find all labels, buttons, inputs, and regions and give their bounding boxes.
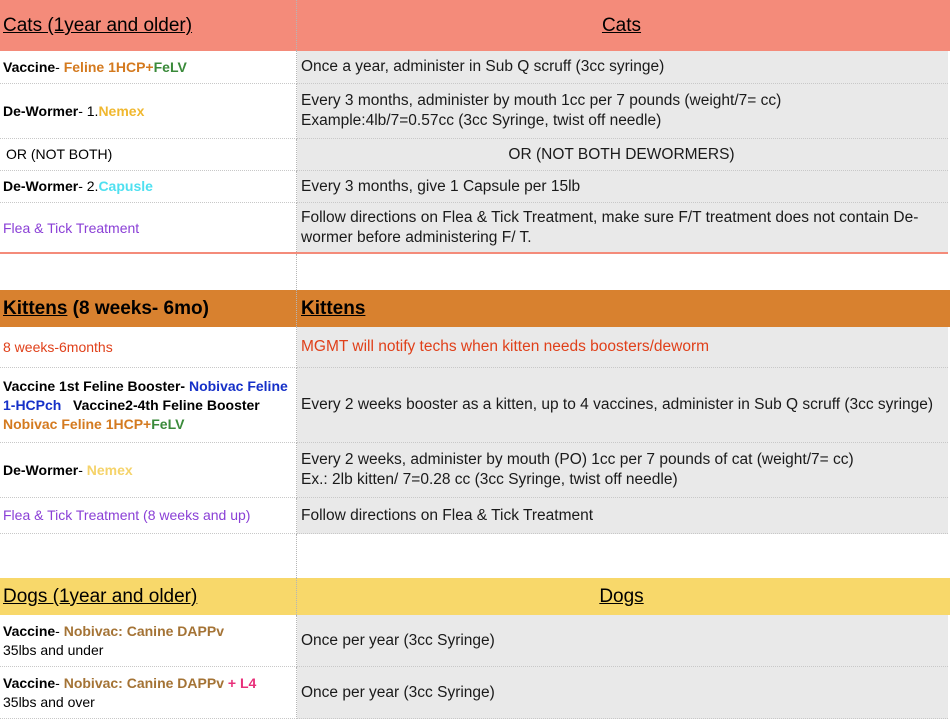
kittens-header-row (0, 290, 950, 327)
dogs-vaccine2-extra: + L4 (223, 674, 257, 691)
dogs-header-left-text: Dogs (1year and older) (3, 586, 198, 607)
cats-dewormer1-label: De-Wormer (3, 102, 79, 119)
dogs-vaccine1-instructions: Once per year (3cc Syringe) (301, 631, 495, 649)
dogs-vaccine2-product: Nobivac: Canine DAPPv (63, 674, 224, 691)
kittens-dewormer-dash: - (78, 461, 87, 478)
kittens-vaccine-part4: Nobivac Feline 1HCP (3, 415, 144, 432)
cats-dewormer1-line2: Example:4lb/7=0.57cc (3cc Syringe, twist off needle) (301, 112, 662, 129)
dogs-header-row (0, 578, 950, 615)
kittens-header-sub: (8 weeks- 6mo) (67, 298, 209, 319)
cats-vaccine-dash: - (55, 58, 64, 75)
cats-flea-instructions: Follow directions on Flea & Tick Treatment, make sure F/T treatment does not contain De-wormer before administering F/ T. (301, 209, 919, 246)
cats-vaccine-plus: + (145, 58, 154, 75)
kittens-header-right-text: Kittens (301, 297, 366, 319)
cats-flea-label-cell[interactable] (0, 203, 297, 254)
cats-vaccine-label-cell[interactable] (0, 51, 297, 84)
kittens-header-right[interactable] (297, 290, 948, 327)
dogs-vaccine2-label-cell[interactable] (0, 667, 297, 719)
dogs-vaccine1-weight: 35lbs and under (3, 641, 104, 658)
kittens-header-left[interactable] (0, 290, 297, 327)
spacer-2-right[interactable] (297, 534, 948, 578)
cats-or-note: OR (NOT BOTH DEWORMERS) (508, 145, 735, 163)
cats-dewormer1-product: Nemex (98, 102, 145, 119)
dogs-header-left[interactable] (0, 578, 297, 615)
kittens-vaccine-instructions: Every 2 weeks booster as a kitten, up to 4 vaccines, administer in Sub Q scruff (3cc syringe) (301, 396, 934, 413)
kittens-vaccine-part3: Vaccine2-4th Feline Booster (61, 396, 264, 413)
cats-row-dewormer-1 (0, 84, 950, 139)
cats-dewormer2-label: De-Wormer (3, 178, 79, 194)
cats-dewormer2-dash: - 2. (78, 178, 99, 194)
kittens-dewormer-label-cell[interactable] (0, 443, 297, 498)
dogs-vaccine1-dash: - (55, 622, 64, 639)
kittens-dewormer-product: Nemex (86, 461, 133, 478)
cats-header-left[interactable] (0, 0, 297, 51)
dogs-vaccine2-instructions-cell[interactable] (297, 667, 948, 719)
kittens-row-vaccine (0, 368, 950, 443)
cats-vaccine-extra: FeLV (153, 58, 187, 75)
dogs-vaccine2-dash: - (55, 674, 64, 691)
cats-row-dewormer-2 (0, 171, 950, 203)
kittens-row-age (0, 327, 950, 368)
cats-row-or (0, 139, 950, 171)
kittens-vaccine-part5: + (143, 415, 152, 432)
cats-dewormer2-label-cell[interactable] (0, 171, 297, 203)
cats-flea-label: Flea & Tick Treatment (3, 219, 140, 236)
dogs-vaccine2-instructions: Once per year (3cc Syringe) (301, 683, 495, 701)
dogs-row-vaccine-small (0, 615, 950, 667)
kittens-dewormer-label: De-Wormer (3, 461, 79, 478)
spacer-2-left[interactable] (0, 534, 297, 578)
kittens-vaccine-label-cell[interactable] (0, 368, 297, 443)
kittens-row-flea (0, 498, 950, 534)
cats-vaccine-instructions-cell[interactable] (297, 51, 948, 84)
cats-header-right-text: Cats (601, 14, 642, 36)
kittens-flea-instructions: Follow directions on Flea & Tick Treatment (301, 506, 594, 524)
cats-or-note-cell[interactable] (297, 139, 948, 171)
kittens-vaccine-part1: Vaccine 1st Feline Booster- (3, 377, 189, 394)
cats-vaccine-instructions: Once a year, administer in Sub Q scruff (3cc syringe) (301, 58, 665, 75)
cats-header-right[interactable] (297, 0, 948, 51)
spacer-row-2 (0, 534, 950, 578)
cats-flea-instructions-cell[interactable] (297, 203, 948, 254)
kittens-dewormer-line2: Ex.: 2lb kitten/ 7=0.28 cc (3cc Syringe, twist off needle) (301, 471, 678, 488)
spacer-1-right[interactable] (297, 254, 948, 290)
cats-dewormer1-instructions-cell[interactable] (297, 84, 948, 139)
kittens-dewormer-instructions-cell[interactable] (297, 443, 948, 498)
kittens-age-label: 8 weeks-6months (3, 338, 113, 355)
cats-dewormer1-label-cell[interactable] (0, 84, 297, 139)
cats-dewormer1-line1: Every 3 months, administer by mouth 1cc per 7 pounds (weight/7= cc) (301, 92, 782, 109)
cats-vaccine-product: Feline 1HCP (63, 58, 146, 75)
cats-dewormer2-instructions-cell[interactable] (297, 171, 948, 203)
cats-or-label: OR (NOT BOTH) (6, 146, 113, 162)
kittens-header-title: Kittens (3, 298, 68, 319)
dogs-vaccine1-product: Nobivac: Canine DAPPv (63, 622, 224, 639)
cats-header-row (0, 0, 950, 51)
dogs-vaccine1-label-cell[interactable] (0, 615, 297, 667)
kittens-vaccine-part6: FeLV (151, 415, 185, 432)
dogs-vaccine2-weight: 35lbs and over (3, 693, 95, 710)
cats-or-label-cell[interactable] (0, 139, 297, 171)
kittens-row-dewormer (0, 443, 950, 498)
cats-dewormer2-instructions: Every 3 months, give 1 Capsule per 15lb (301, 177, 581, 195)
kittens-vaccine-instructions-cell[interactable] (297, 368, 948, 443)
dogs-vaccine1-instructions-cell[interactable] (297, 615, 948, 667)
spacer-row-1 (0, 254, 950, 290)
kittens-age-label-cell[interactable] (0, 327, 297, 368)
kittens-age-note-cell[interactable] (297, 327, 948, 368)
cats-dewormer1-dash: - 1. (78, 102, 99, 119)
spacer-1-left[interactable] (0, 254, 297, 290)
kittens-dewormer-line1: Every 2 weeks, administer by mouth (PO) 1cc per 7 pounds of cat (weight/7= cc) (301, 451, 854, 468)
dogs-row-vaccine-large (0, 667, 950, 719)
kittens-vaccine-part2: Nobivac Feline 1-HCPch (3, 377, 288, 413)
cats-vaccine-label: Vaccine (3, 58, 56, 75)
kittens-flea-instructions-cell[interactable] (297, 498, 948, 534)
dogs-header-right-text: Dogs (599, 585, 644, 607)
kittens-flea-label-cell[interactable] (0, 498, 297, 534)
dogs-header-right[interactable] (297, 578, 948, 615)
dogs-vaccine1-label: Vaccine (3, 622, 56, 639)
cats-row-flea (0, 203, 950, 254)
dogs-vaccine2-label: Vaccine (3, 674, 56, 691)
cats-row-vaccine (0, 51, 950, 84)
kittens-age-note: MGMT will notify techs when kitten needs boosters/deworm (301, 338, 710, 355)
cats-header-left-text: Cats (1year and older) (3, 15, 193, 36)
cats-dewormer2-product: Capusle (98, 178, 153, 194)
kittens-flea-label: Flea & Tick Treatment (8 weeks and up) (3, 507, 251, 523)
